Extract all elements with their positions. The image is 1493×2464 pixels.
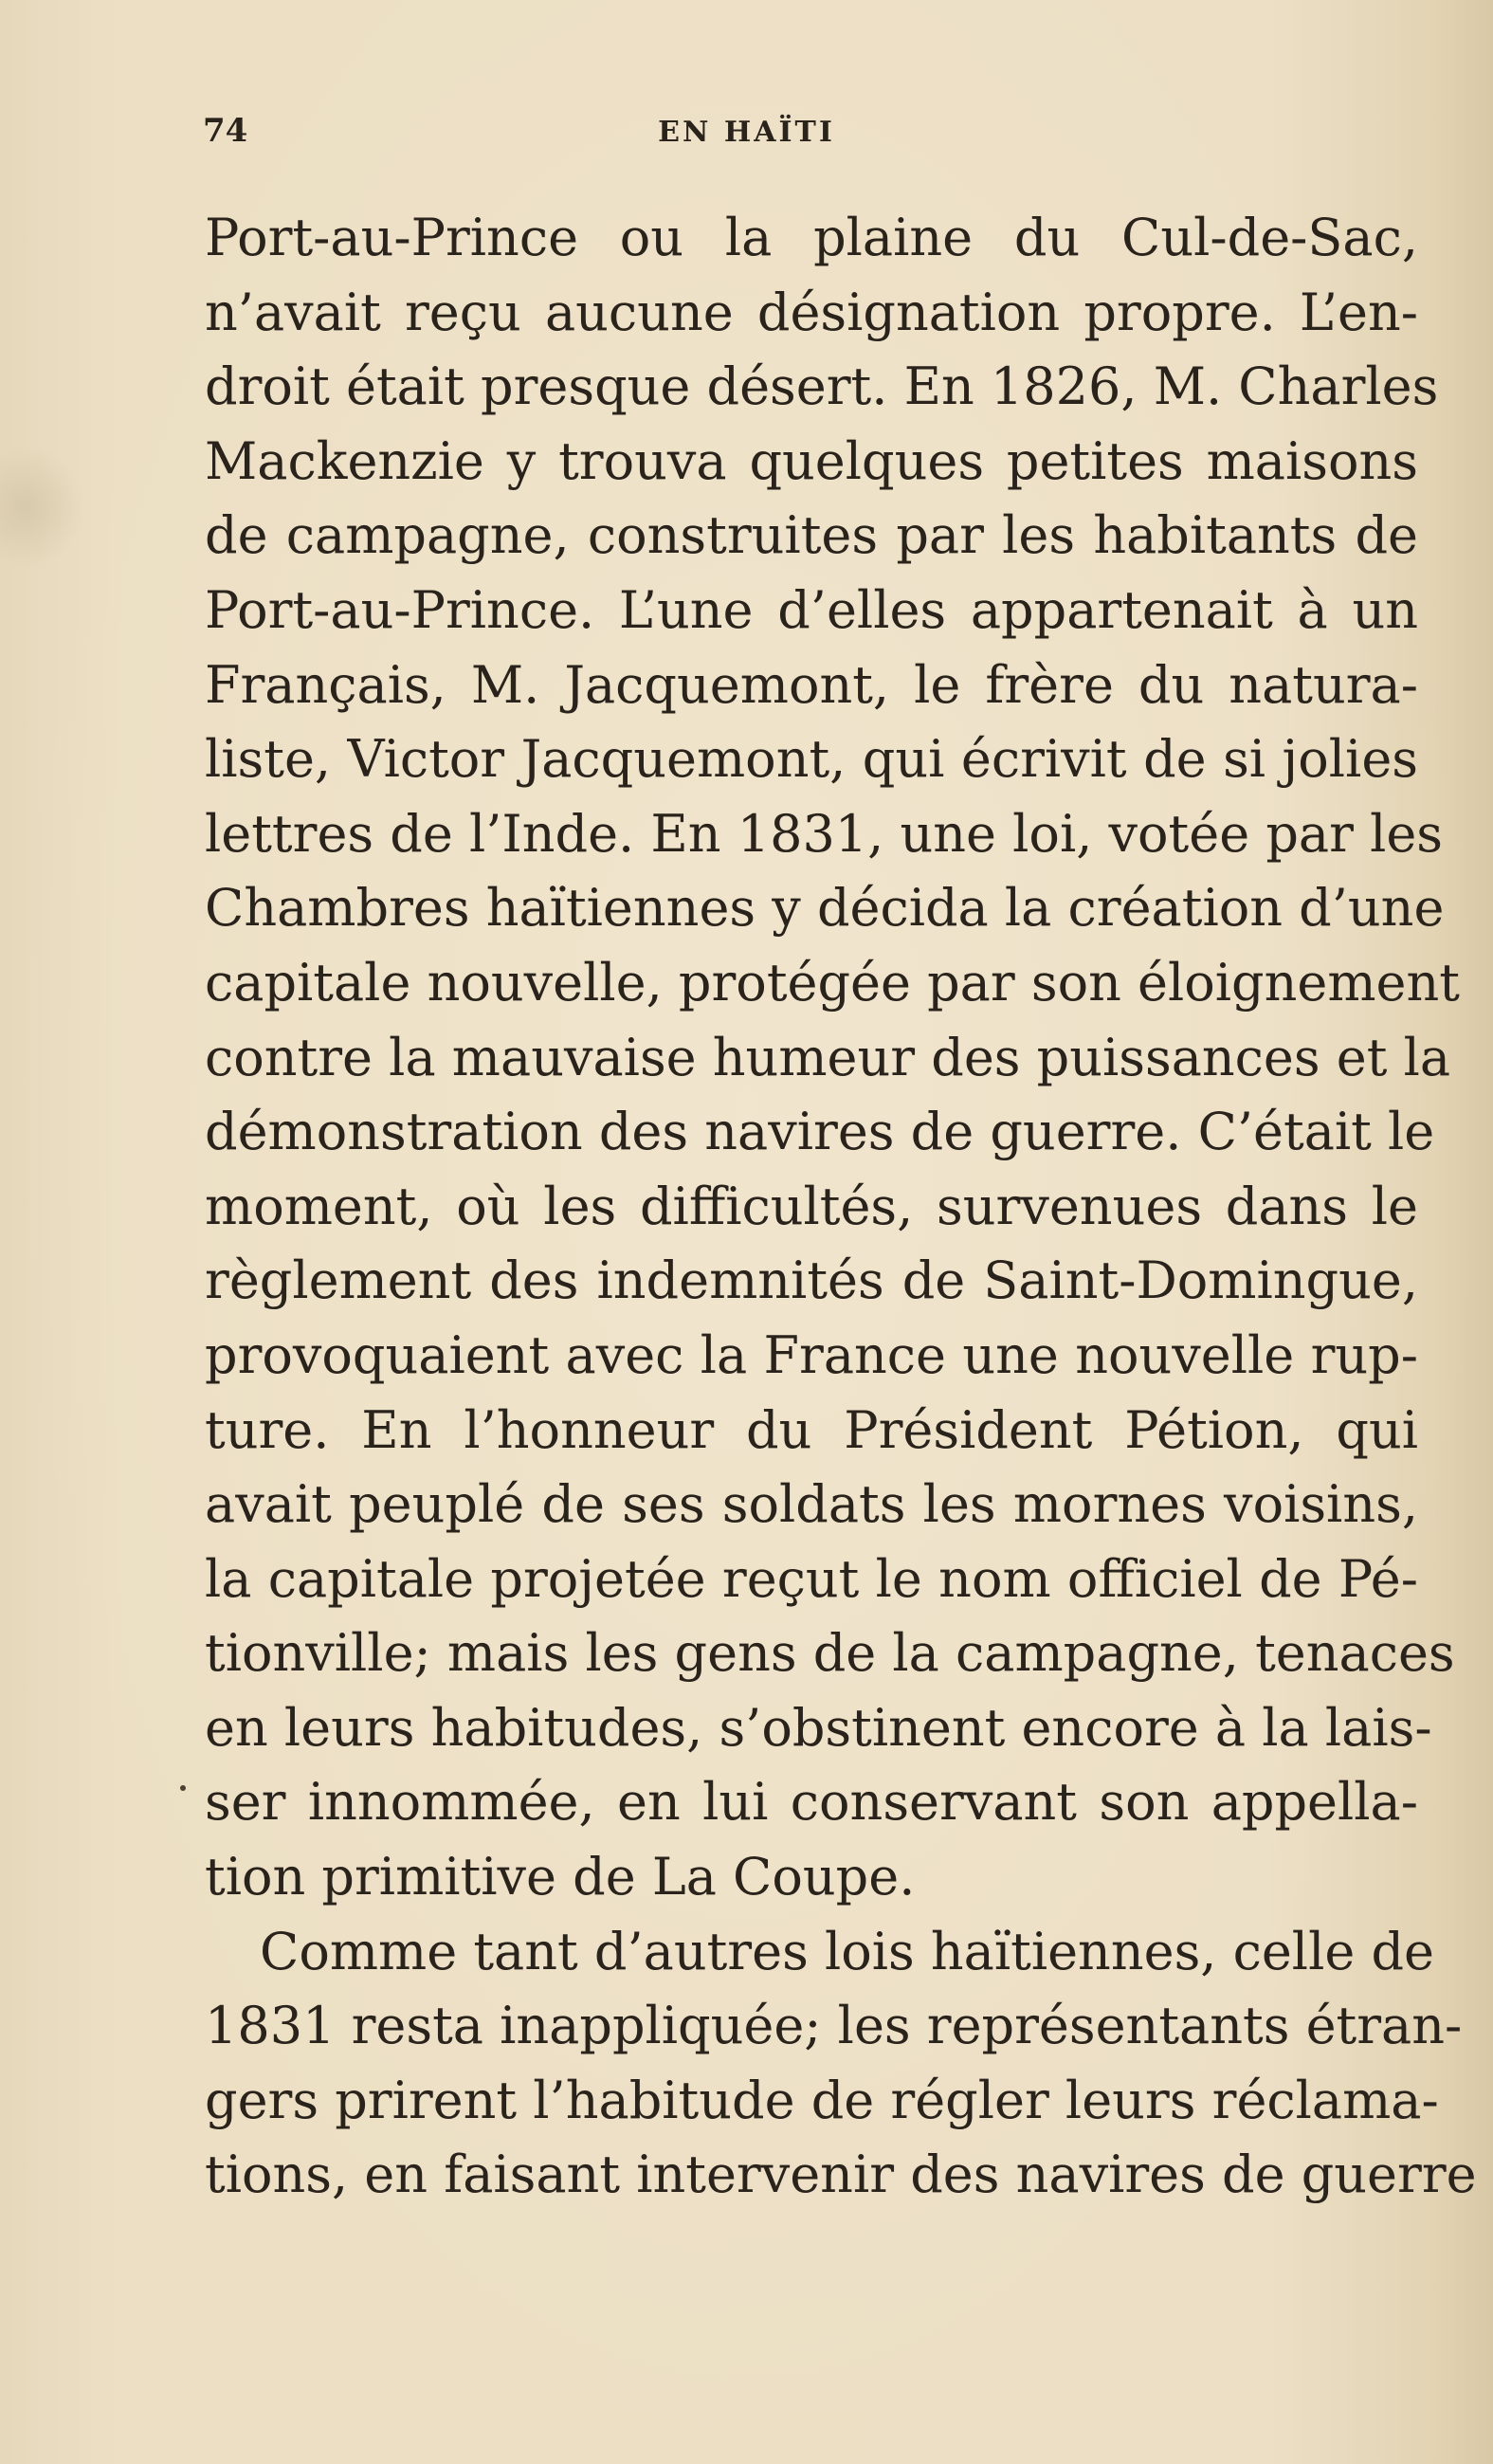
text-line: la capitale projetée reçut le nom officiel de Pé-	[205, 1548, 1418, 1609]
text-line: tions, en faisant intervenir des navires de guerre	[205, 2145, 1477, 2205]
text-line: moment, où les difficultés, survenues dans le	[205, 1176, 1418, 1236]
text-line: n’avait reçu aucune désignation propre. L’en-	[205, 282, 1418, 342]
text-line: contre la mauvaise humeur des puissances et la	[205, 1027, 1451, 1087]
text-line: Port-au-Prince ou la plaine du Cul-de-Sac,	[205, 208, 1418, 267]
text-line: Comme tant d’autres lois haïtiennes, celle de	[260, 1921, 1434, 1981]
text-line: ser innommée, en lui conservant son appella-	[205, 1772, 1418, 1833]
paper-stain	[0, 446, 85, 569]
text-line: ture. En l’honneur du Président Pétion, qui	[205, 1399, 1418, 1460]
text-line: en leurs habitudes, s’obstinent encore à la lais-	[205, 1697, 1432, 1758]
text-line: lettres de l’Inde. En 1831, une loi, votée par les	[205, 803, 1444, 864]
text-line: gers prirent l’habitude de régler leurs réclama-	[205, 2070, 1439, 2130]
text-line: avait peuplé de ses soldats les mornes voisins,	[205, 1474, 1418, 1535]
text-line: Français, M. Jacquemont, le frère du natura-	[205, 654, 1418, 715]
text-line: droit était presque désert. En 1826, M. Charles	[205, 356, 1439, 417]
text-line: démonstration des navires de guerre. C’était le	[205, 1102, 1435, 1162]
running-head	[0, 112, 1493, 159]
paragraph-2	[205, 1915, 1477, 2213]
text-line: capitale nouvelle, protégée par son éloignement	[205, 952, 1460, 1013]
text-line: règlement des indemnités de Saint-Domingue,	[205, 1250, 1418, 1311]
text-line: provoquaient avec la France une nouvelle rup-	[205, 1324, 1418, 1385]
text-line: 1831 resta inappliquée; les représentants étran-	[205, 1996, 1463, 2056]
text-line: liste, Victor Jacquemont, qui écrivit de si jolies	[205, 729, 1418, 790]
text-line: Mackenzie y trouva quelques petites maisons	[205, 430, 1418, 491]
text-line: Chambres haïtiennes y décida la création d’une	[205, 878, 1445, 939]
text-line: de campagne, construites par les habitants de	[205, 505, 1418, 566]
text-line: tionville; mais les gens de la campagne, tenaces	[205, 1623, 1455, 1684]
body-text	[205, 201, 1477, 2213]
margin-dot	[180, 1785, 186, 1791]
text-line: Port-au-Prince. L’une d’elles appartenait à un	[205, 579, 1418, 640]
text-line: tion primitive de La Coupe.	[205, 1847, 916, 1907]
running-title: EN HAÏTI	[658, 116, 835, 149]
page-number: 74	[203, 112, 248, 150]
paragraph-1	[205, 201, 1460, 1915]
